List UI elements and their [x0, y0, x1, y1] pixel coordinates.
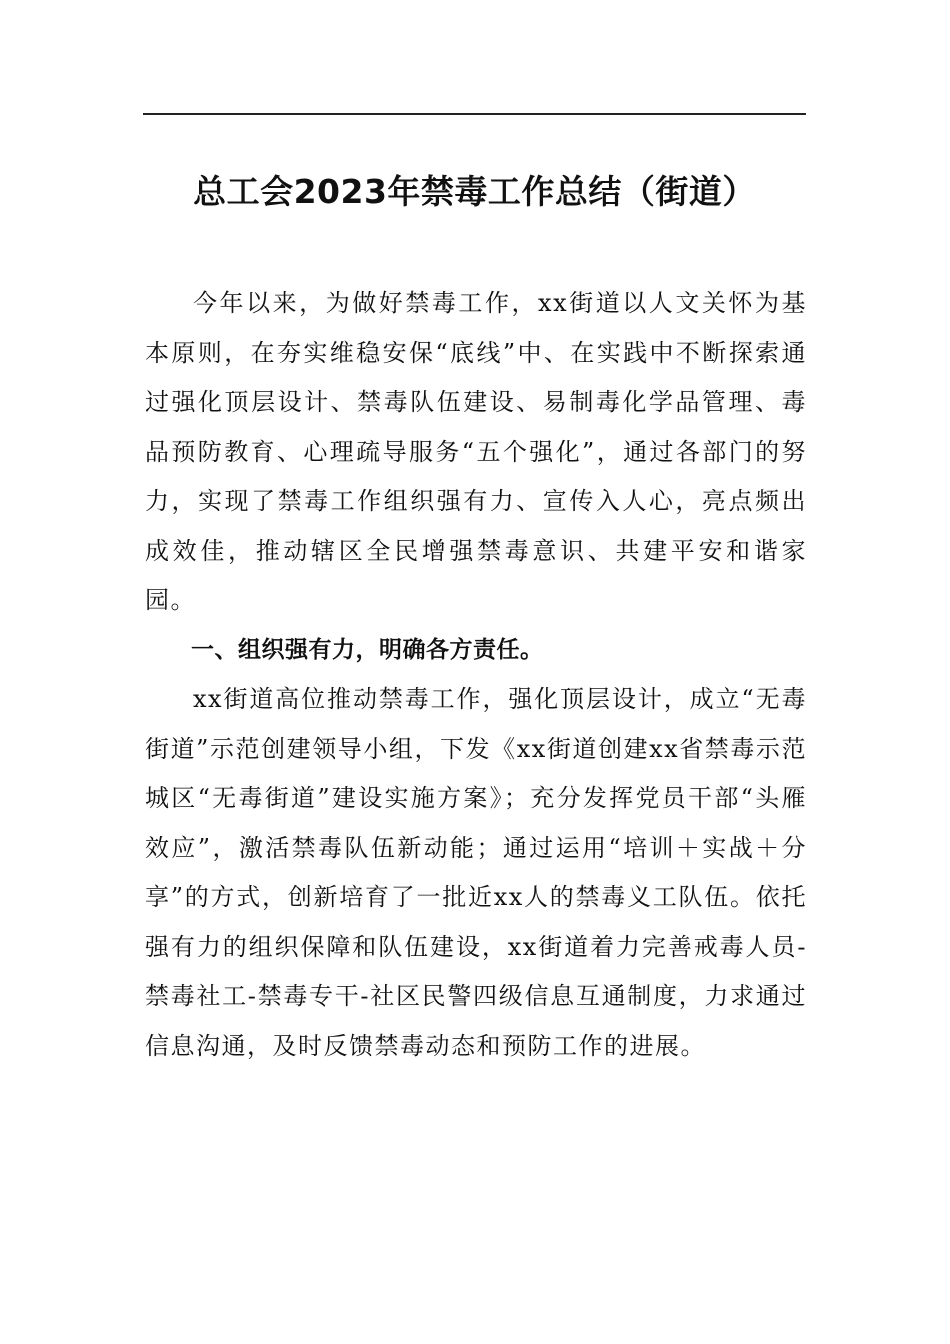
section-body-paragraph: xx街道高位推动禁毒工作，强化顶层设计，成立“无毒街道”示范创建领导小组，下发《xx街道创建xx省禁毒示范城区“无毒街道”建设实施方案》；充分发挥党员干部“头雁效应”，激活禁毒队伍新动能；通过运用“培训＋实战＋分享”的方式，创新培育了一批近xx人的禁毒义工队伍。依托强有力的组织保障和队伍建设，xx街道着力完善戒毒人员-禁毒社工-禁毒专干-社区民警四级信息互通制度，力求通过信息沟通，及时反馈禁毒动态和预防工作的进展。	[145, 685, 807, 1060]
document-title: 总工会2023年禁毒工作总结（街道）	[193, 172, 756, 211]
section-heading: 一、组织强有力，明确各方责任。	[191, 636, 544, 663]
intro-paragraph: 今年以来，为做好禁毒工作，xx街道以人文关怀为基本原则，在夯实维稳安保“底线”中、在实践中不断探索通过强化顶层设计、禁毒队伍建设、易制毒化学品管理、毒品预防教育、心理疏导服务“五个强化”，通过各部门的努力，实现了禁毒工作组织强有力、宣传入人心，亮点频出成效佳，推动辖区全民增强禁毒意识、共建平安和谐家园。	[145, 289, 807, 614]
document-body	[145, 279, 807, 1071]
header-rule	[143, 113, 806, 115]
